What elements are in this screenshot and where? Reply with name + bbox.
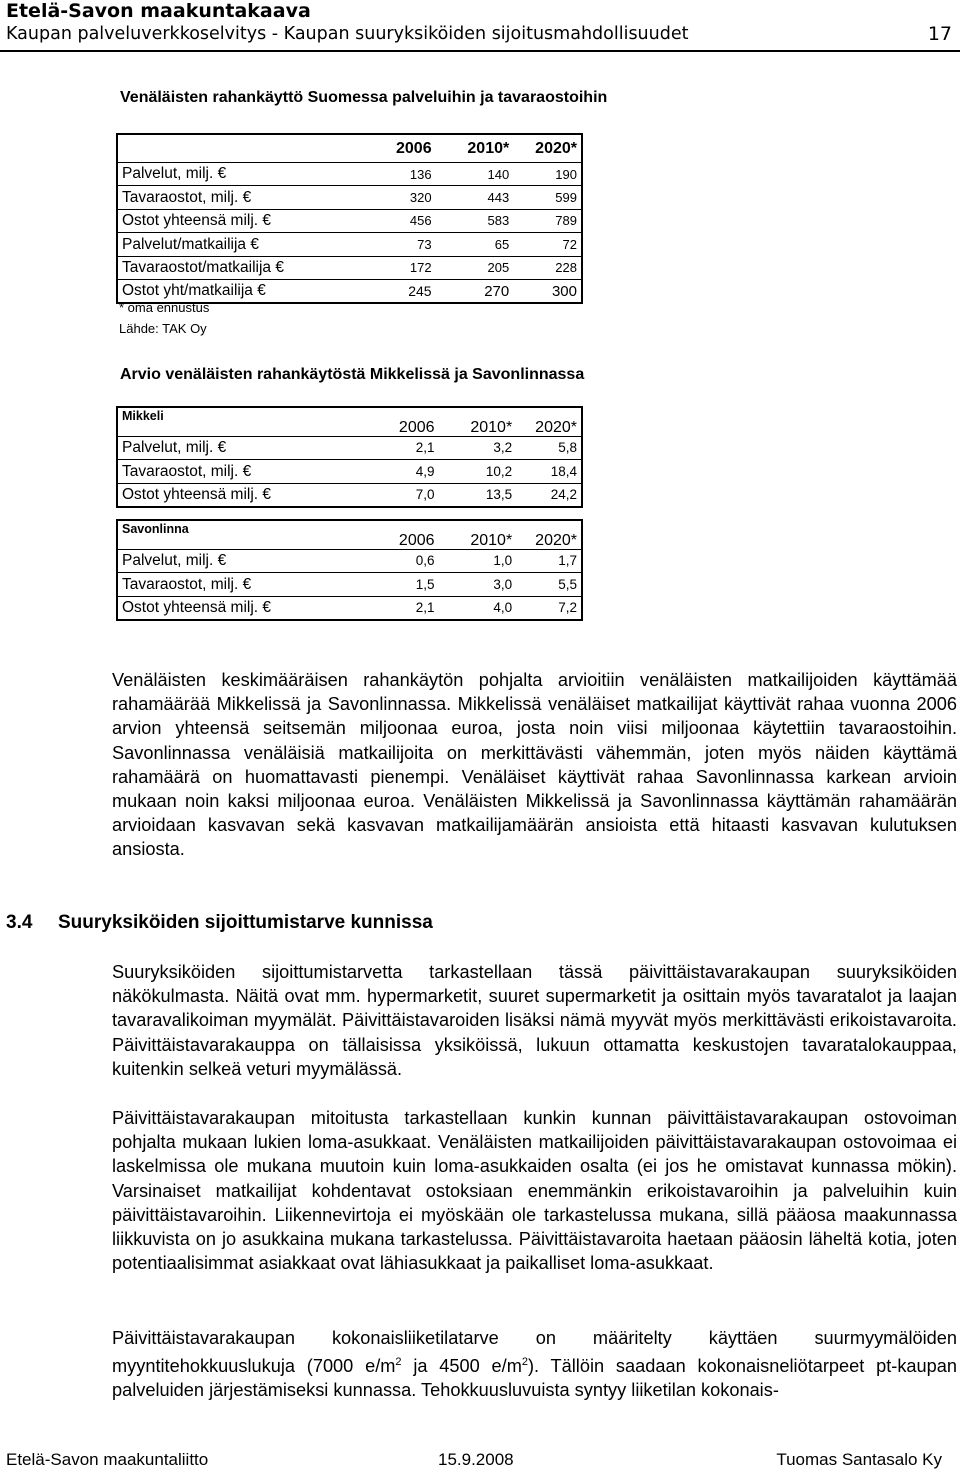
superscript-2: 2 [395, 1356, 402, 1369]
city-label: Mikkeli [122, 409, 164, 423]
table1-note: * oma ennustus [119, 300, 210, 315]
table-cell: 4,0 [493, 600, 513, 616]
col-header: 2006 [398, 419, 435, 436]
row-label: Tavaraostot, milj. € [122, 462, 252, 480]
table-cell: 1,7 [558, 553, 577, 569]
table-cell: 2,1 [415, 440, 435, 456]
table-row [117, 460, 582, 483]
row-label: Ostot yhteensä milj. € [122, 486, 272, 504]
table-cell: 270 [484, 282, 510, 300]
table-cell: 140 [487, 166, 510, 182]
spending-finland-table [116, 133, 583, 304]
row-label: Tavaraostot/matkailija € [122, 259, 284, 276]
table-row [117, 186, 582, 209]
table-cell: 7,2 [558, 600, 577, 616]
table-cell: 228 [555, 260, 577, 276]
section-number: 3.4 [6, 912, 33, 933]
col-header: 2010* [470, 532, 513, 549]
table-row [117, 233, 582, 256]
table-cell: 1,5 [415, 576, 435, 592]
table-row [117, 209, 582, 232]
section-title: Suuryksiköiden sijoittumistarve kunnissa [58, 912, 433, 933]
table-cell: 13,5 [485, 487, 513, 503]
table-cell: 72 [562, 236, 577, 252]
table-cell: 4,9 [415, 463, 435, 479]
col-header: 2020* [535, 419, 577, 436]
table-cell: 24,2 [550, 487, 577, 503]
table-cell: 190 [555, 166, 577, 182]
col-header: 2020* [535, 532, 577, 549]
table-cell: 172 [409, 260, 432, 276]
table-cell: 73 [417, 236, 432, 252]
paragraph-floor-space [112, 1326, 957, 1403]
table-header-row [117, 134, 582, 163]
table-cell: 300 [551, 282, 577, 300]
table-cell: 3,0 [493, 576, 513, 592]
document-subtitle: Kaupan palveluverkkoselvitys - Kaupan suuryksiköiden sijoitusmahdollisuudet [6, 24, 689, 44]
row-label: Tavaraostot, milj. € [122, 575, 252, 593]
superscript-2: 2 [521, 1356, 528, 1369]
table-cell: 3,2 [493, 440, 513, 456]
table-cell: 789 [555, 213, 577, 229]
mikkeli-table [116, 406, 583, 508]
row-label: Ostot yhteensä milj. € [122, 599, 272, 617]
table-cell: 443 [487, 190, 510, 206]
header-divider [0, 50, 960, 52]
table-header-row [117, 520, 582, 550]
table-cell: 245 [408, 283, 432, 300]
table-cell: 18,4 [550, 463, 577, 479]
table-row [117, 573, 582, 596]
table-cell: 1,0 [493, 553, 513, 569]
savonlinna-table [116, 519, 583, 621]
table-cell: 10,2 [485, 463, 513, 479]
row-label: Palvelut, milj. € [122, 552, 227, 570]
table-cell: 2,1 [415, 600, 435, 616]
table-cell: 65 [494, 236, 510, 252]
table2-title: Arvio venäläisten rahankäytöstä Mikkelissä ja Savonlinnassa [120, 366, 585, 383]
table1-title: Venäläisten rahankäyttö Suomessa palveluihin ja tavaraostoihin [120, 89, 608, 106]
document-title: Etelä-Savon maakuntakaava [6, 0, 311, 22]
row-label: Tavaraostot, milj. € [122, 188, 252, 206]
row-label: Ostot yht/matkailija € [122, 282, 266, 300]
para4-text-c: ). Tällöin saadaan kokonaisneliötarpeet pt-kaupan palveluiden järjestämiseksi kunnassa. Tehokkuusluvuista syntyy liiketilan kokonais- [112, 1356, 957, 1401]
table-row [117, 596, 582, 620]
table-cell: 320 [409, 190, 432, 206]
footer-author: Tuomas Santasalo Ky [776, 1450, 942, 1469]
paragraph-tourist-spending: Venäläisten keskimääräisen rahankäytön pohjalta arvioitiin venäläisten matkailijoiden käyttämää rahamäärää Mikkelissä ja Savonlinnassa. Mikkelissä venäläiset matkailijat käyttivät rahaa vuonna 2006 arvion yhteensä seitsemän miljoonaa euroa, josta noin viisi miljoonaa käytettiin tavaraostoihin. Savonlinnassa venäläisiä matkailijoita on merkittävästi vähemmän, joten myös näiden käyttämä rahamäärä on huomattavasti pienempi. Venäläiset käyttivät rahaa Savonlinnassa karkean arvioin mukaan noin kaksi miljoonaa euroa. Venäläisten Mikkelissä ja Savonlinnassa käyttämän rahamäärän arvioidaan kasvavan sekä kasvavan matkailijamäärän ansioista että hitaasti kasvavan kulutuksen ansiosta. [112, 670, 957, 860]
table-cell: 456 [409, 213, 432, 229]
table-row [117, 256, 582, 279]
paragraph-grocery-sizing: Päivittäistavarakaupan mitoitusta tarkastellaan kunkin kunnan päivittäistavarakaupan ostovoiman pohjalta mukaan lukien loma-asukkaat. Venäläisten matkailijoiden päivittäistavarakaupan ostovoimaa ei laskelmissa ole mukana muutoin kuin loma-asukkaiden osalta (ei jos he omistavat kunnassa mökin). Varsinaiset matkailijat kohdentavat ostoksiaan enemmänkin erikoistavaroihin ja palveluihin kuin päivittäistavaroihin. Liikennevirtoja ei myöskään ole tarkastelussa mukana, sillä pääosa maakunnassa liikkuvista on jo asukkaina mukana tarkastelussa. Päivittäistavaroita haetaan pääosin läheltä kotia, joten potentiaalisimmat asiakkaat ovat lähiasukkaat ja paikalliset loma-asukkaat. [112, 1108, 957, 1274]
table-cell: 7,0 [415, 487, 435, 503]
footer-organization: Etelä-Savon maakuntaliitto [6, 1450, 209, 1469]
para4-text-b: ja 4500 e/m [401, 1356, 522, 1377]
col-header: 2006 [398, 532, 435, 549]
city-label: Savonlinna [122, 522, 189, 536]
col-header: 2006 [396, 139, 432, 157]
para4-text-a: Päivittäistavarakaupan kokonaisliiketilatarve on määritelty käyttäen suurmyymälöiden myyntitehokkuuslukuja (7000 e/m [112, 1328, 957, 1377]
table-cell: 205 [487, 260, 510, 276]
row-label: Palvelut, milj. € [122, 165, 227, 183]
table-row [117, 550, 582, 573]
table-cell: 5,5 [558, 576, 577, 592]
table-cell: 5,8 [558, 440, 577, 456]
table-cell: 599 [555, 190, 577, 206]
table-cell: 0,6 [415, 553, 435, 569]
footer-date: 15.9.2008 [438, 1450, 514, 1469]
table-row [117, 483, 582, 507]
col-header: 2010* [467, 139, 510, 157]
table-cell: 583 [487, 213, 510, 229]
col-header: 2010* [470, 419, 513, 436]
row-label: Palvelut, milj. € [122, 439, 227, 457]
table-row [117, 437, 582, 460]
table-row [117, 163, 582, 186]
table-cell: 136 [409, 166, 432, 182]
table1-source: Lähde: TAK Oy [119, 321, 207, 336]
page-number: 17 [927, 23, 952, 45]
row-label: Ostot yhteensä milj. € [122, 212, 272, 230]
table-header-row [117, 407, 582, 437]
paragraph-large-units: Suuryksiköiden sijoittumistarvetta tarkastellaan tässä päivittäistavarakaupan suuryksiköiden näkökulmasta. Näitä ovat mm. hypermarketit, suuret supermarketit ja osittain myös tavaratalot ja laajan tavaravalikoiman myymälät. Päivittäistavaroiden lisäksi nämä myyvät myös merkittävästi erikoistavaroita. Päivittäistavarakauppa on tällaisissa yksiköissä, lukuun ottamatta keskustojen tavaratalokauppaa, kuitenkin selkeä veturi myymälässä. [112, 962, 957, 1079]
col-header: 2020* [535, 139, 577, 157]
row-label: Palvelut/matkailija € [122, 235, 259, 253]
